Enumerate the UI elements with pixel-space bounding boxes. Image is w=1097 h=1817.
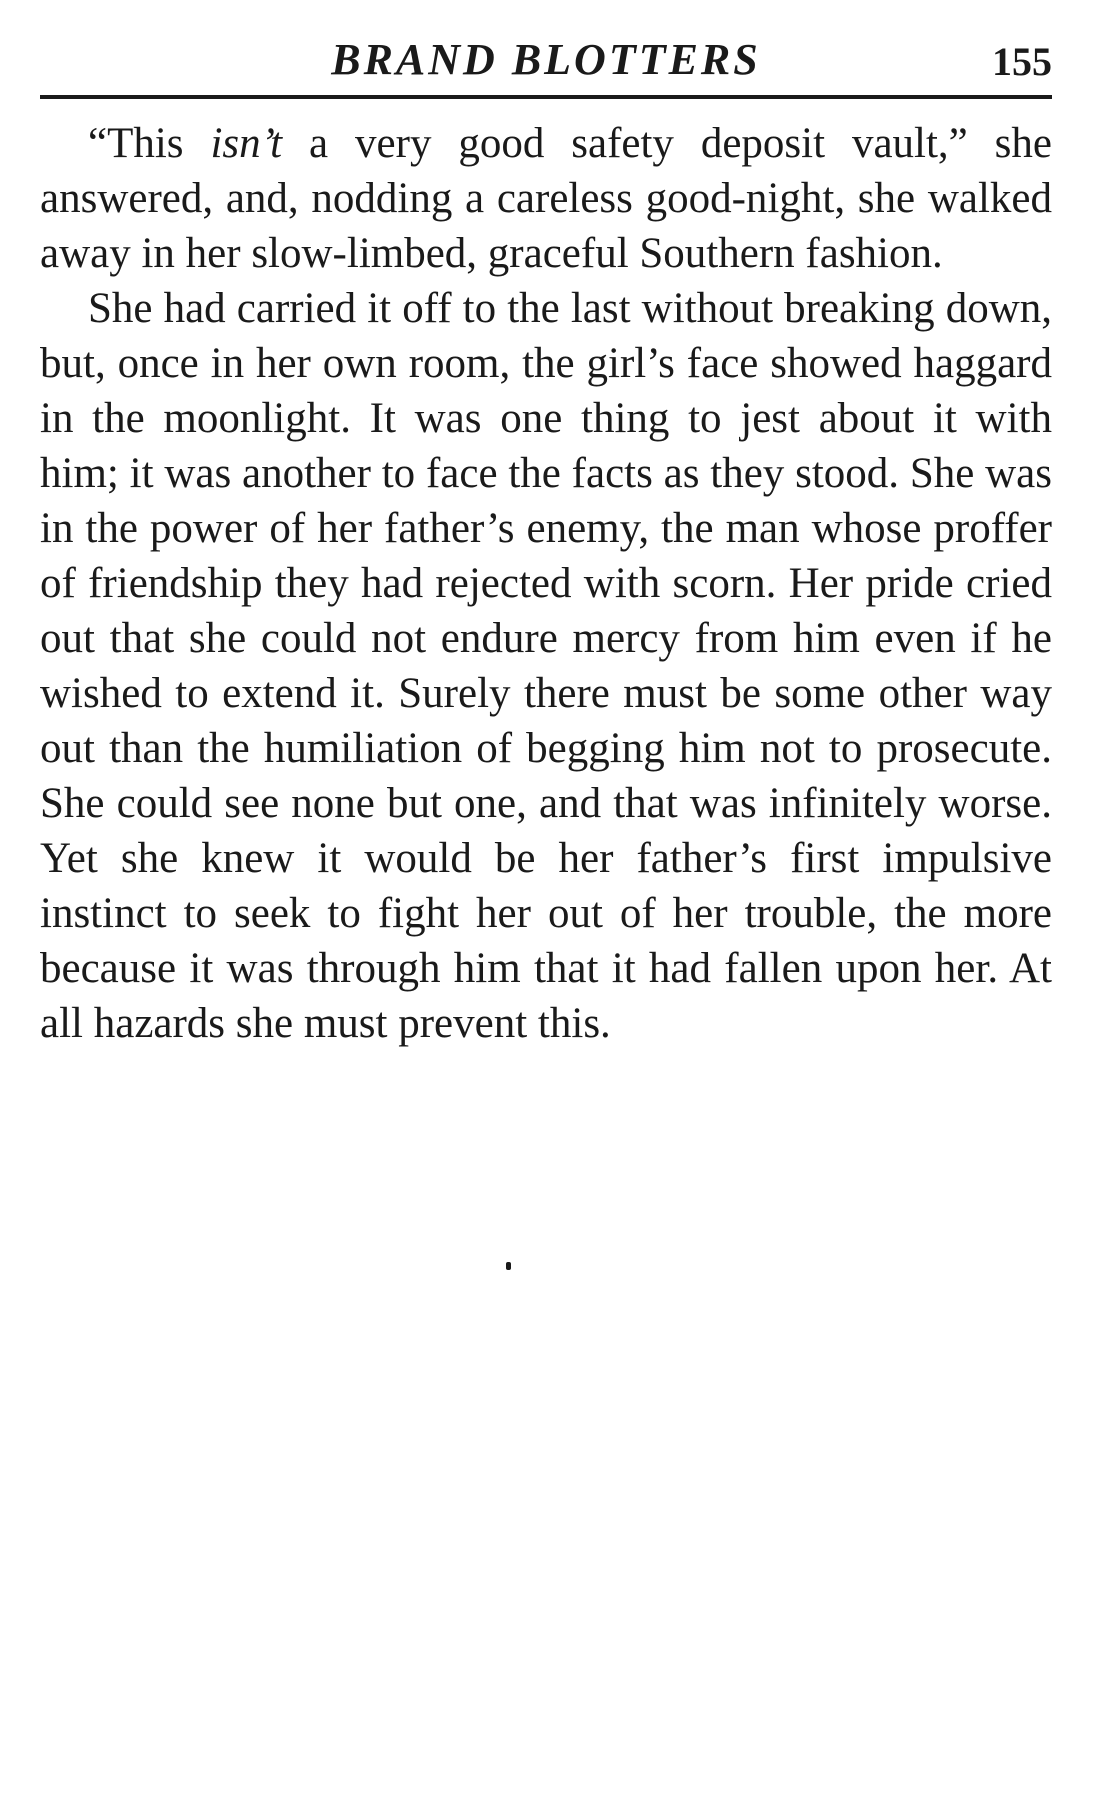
page-number: 155 (992, 39, 1052, 84)
header-rule (40, 95, 1052, 99)
running-title: BRAND BLOTTERS (331, 35, 761, 84)
running-head (40, 28, 1052, 88)
print-speck (506, 1262, 511, 1270)
paragraph-1-opening: “This (88, 120, 211, 167)
paragraph-1-emphasis: isn’t (210, 120, 283, 167)
paragraph-1 (40, 116, 1052, 281)
body-text (40, 116, 1052, 1051)
paragraph-2: She had carried it off to the last without breaking down, but, once in her own room, the girl’s face showed haggard in the moonlight. It was one thing to jest about it with him; it was another to face the facts as they stood. She was in the power of her father’s enemy, the man whose proffer of friendship they had rejected with scorn. Her pride cried out that she could not endure mercy from him even if he wished to extend it. Surely there must be some other way out than the humiliation of begging him not to prosecute. She could see none but one, and that was infinitely worse. Yet she knew it would be her father’s first impulsive instinct to seek to fight her out of her trouble, the more because it was through him that it had fallen upon her. At all hazards she must prevent this. (40, 285, 1052, 1047)
paragraph-1-rest: a very good safety deposit vault,” she answered, and, nodding a careless good-night, she walked away in her slow-limbed, graceful Southern fashion. (40, 120, 1052, 277)
